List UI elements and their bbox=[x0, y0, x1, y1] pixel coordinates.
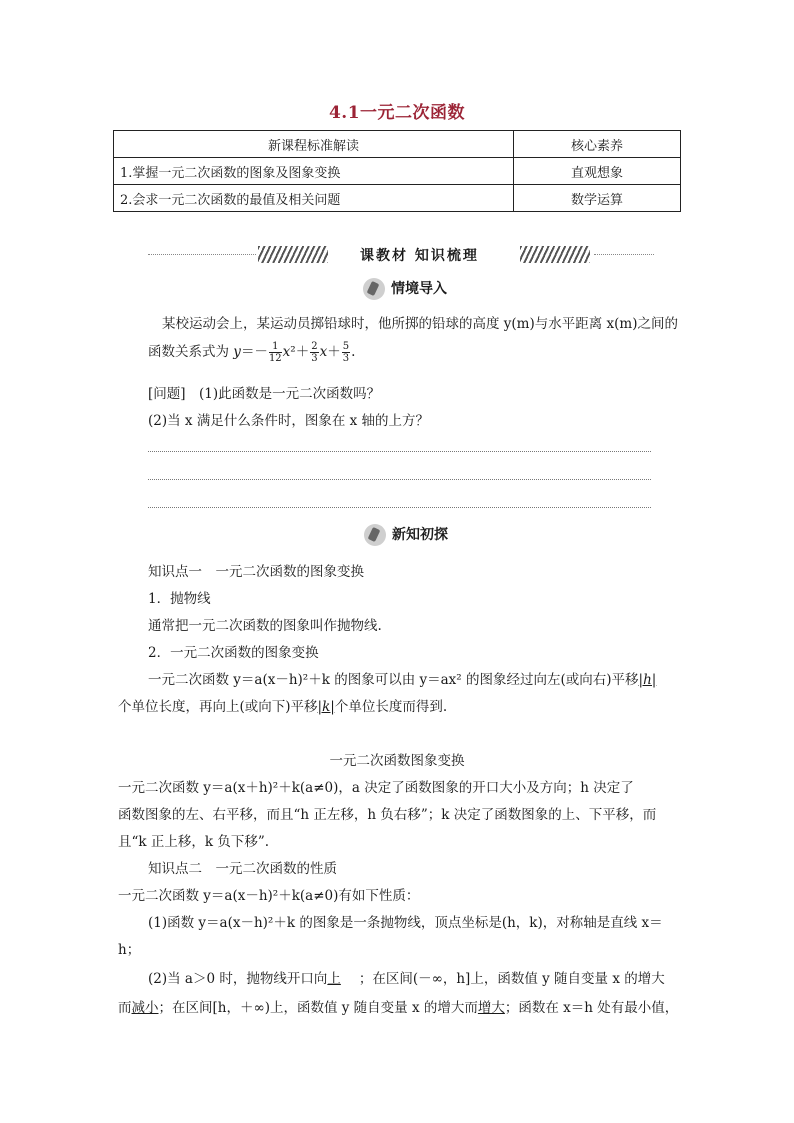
table-cell: 1.掌握一元二次函数的图象及图象变换 bbox=[114, 158, 514, 185]
question-1: [问题] (1)此函数是一元二次函数吗？ bbox=[148, 386, 381, 402]
paragraph-line: 一元二次函数 y＝a(x－h)²＋k 的图象可以由 y＝ax² 的图象经过向左(或向右)平移|h| bbox=[148, 672, 657, 688]
section-banner bbox=[148, 244, 654, 266]
table-row bbox=[114, 185, 681, 212]
paragraph-line: 个单位长度，再向上(或向下)平移|k|个单位长度而得到. bbox=[118, 699, 448, 715]
property-1-line1: (1)函数 y＝a(x－h)²＋k 的图象是一条抛物线，顶点坐标是(h，k)，对称轴是直线 x＝ bbox=[148, 915, 663, 931]
paragraph: 一元二次函数 y＝a(x－h)²＋k(a≠0)有如下性质： bbox=[118, 888, 420, 904]
fraction: $\frac{5}{3}$ bbox=[342, 341, 350, 364]
box-line: 函数图象的左、右平移，而且“h 正左移，h 负右移”；k 决定了函数图象的上、下平移，而 bbox=[118, 807, 657, 823]
subheading-1: 1．抛物线 bbox=[148, 591, 211, 607]
subheading-2: 2．一元二次函数的图象变换 bbox=[148, 645, 319, 661]
banner-dotted-rule bbox=[594, 254, 654, 255]
paragraph: 通常把一元二次函数的图象叫作抛物线. bbox=[148, 618, 382, 634]
question-2: (2)当 x 满足什么条件时，图象在 x 轴的上方？ bbox=[148, 413, 430, 429]
table-header-cell: 新课程标准解读 bbox=[114, 131, 514, 158]
fill-in-answer: 增大 bbox=[477, 1000, 505, 1016]
fraction: $\frac{1}{12}$ bbox=[268, 341, 282, 364]
table-header-cell: 核心素养 bbox=[514, 131, 681, 158]
banner-dotted-rule bbox=[148, 254, 256, 255]
table-cell: 2.会求一元二次函数的最值及相关问题 bbox=[114, 185, 514, 212]
property-2-line1: (2)当 a＞0 时，抛物线开口向上 ；在区间(－∞，h]上，函数值 y 随自变量 x 的增大 bbox=[148, 971, 665, 987]
banner-label: 课教材 知识梳理 bbox=[360, 248, 479, 264]
table-header-row bbox=[114, 131, 681, 158]
intro-paragraph-line1: 某校运动会上，某运动员掷铅球时，他所掷的铅球的高度 y(m)与水平距离 x(m)之间的 bbox=[162, 316, 678, 332]
section-heading-new bbox=[364, 524, 448, 546]
fraction: $\frac{2}{3}$ bbox=[311, 341, 318, 364]
property-1-line2: h； bbox=[118, 942, 141, 958]
box-line: 一元二次函数 y＝a(x＋h)²＋k(a≠0)，a 决定了函数图象的开口大小及方向；h 决定了 bbox=[118, 780, 634, 796]
answer-line bbox=[148, 507, 651, 508]
knowledge-point-2: 知识点二 一元二次函数的性质 bbox=[148, 861, 337, 877]
curriculum-table bbox=[113, 130, 681, 212]
pushpin-icon bbox=[363, 278, 385, 300]
banner-stripe-left bbox=[258, 246, 328, 263]
intro-formula-line: 函数关系式为 y＝－ $\frac{1}{12}$ x²＋ $\frac{2}{3}$ x＋ $\frac{5}{3}$ . bbox=[148, 341, 356, 364]
section-heading-label: 新知初探 bbox=[392, 527, 448, 543]
answer-line bbox=[148, 451, 651, 452]
table-cell: 直观想象 bbox=[514, 158, 681, 185]
page-title: 4.1一元二次函数 bbox=[328, 103, 466, 123]
table-row bbox=[114, 158, 681, 185]
fill-in-answer: 上 bbox=[327, 971, 341, 987]
box-title: 一元二次函数图象变换 bbox=[329, 753, 465, 769]
banner-stripe-right bbox=[520, 246, 590, 263]
formula-prefix: 函数关系式为 bbox=[148, 344, 229, 360]
pencil-icon bbox=[364, 524, 386, 546]
fill-in-answer: |k| bbox=[317, 699, 335, 715]
section-heading-label: 情境导入 bbox=[391, 281, 447, 297]
table-cell: 数学运算 bbox=[514, 185, 681, 212]
fill-in-answer: 减小 bbox=[131, 1000, 159, 1016]
answer-line bbox=[148, 479, 651, 480]
property-2-line2: 而减小；在区间[h，＋∞)上，函数值 y 随自变量 x 的增大而增大；函数在 x＝h 处有最小值， bbox=[118, 1000, 679, 1016]
section-heading-intro bbox=[363, 278, 447, 300]
fill-in-answer: |h| bbox=[638, 672, 657, 688]
knowledge-point-1: 知识点一 一元二次函数的图象变换 bbox=[148, 564, 364, 580]
box-line: 且“k 正上移，k 负下移”. bbox=[118, 834, 270, 850]
